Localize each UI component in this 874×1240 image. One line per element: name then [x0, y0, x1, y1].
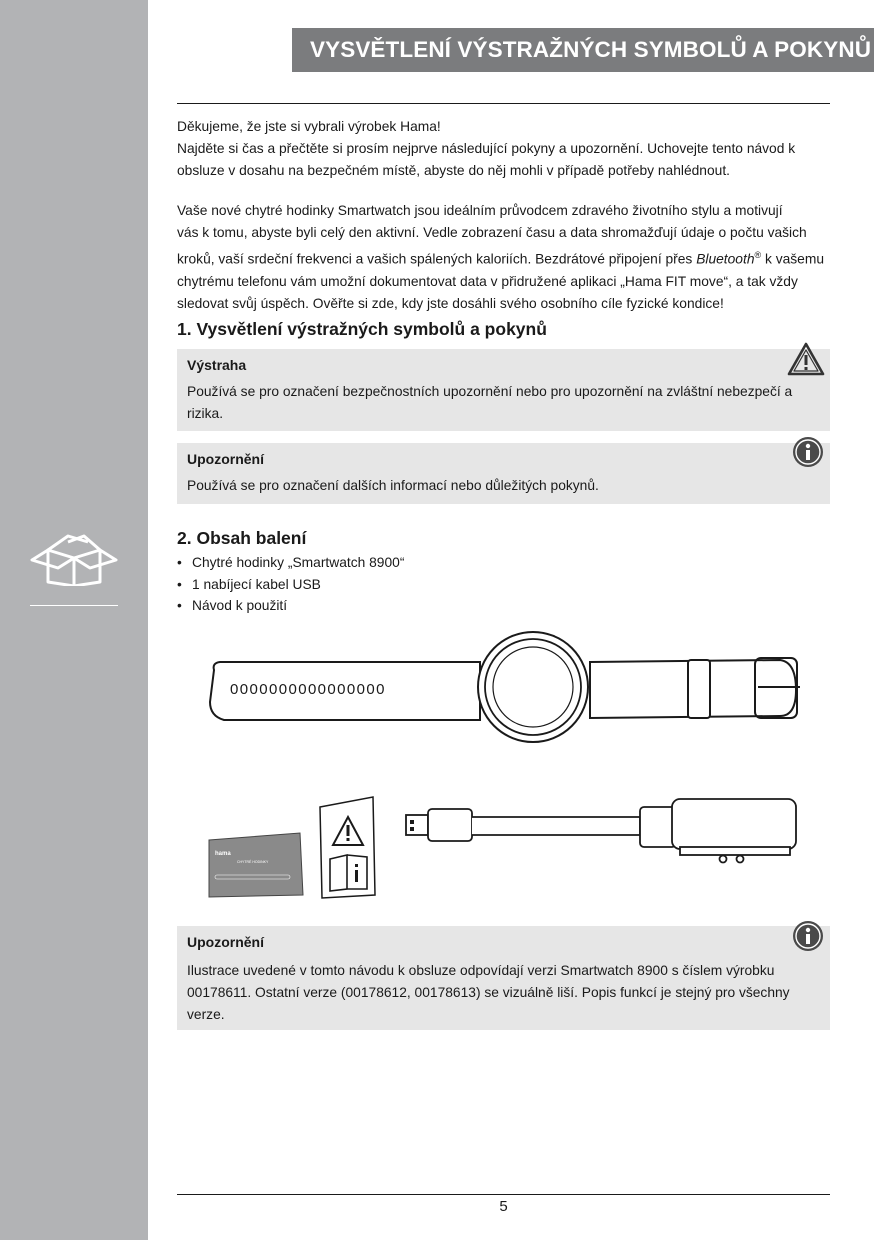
- smartwatch-illustration: [200, 630, 810, 745]
- bluetooth-term: Bluetooth: [696, 251, 755, 267]
- warning-line: Používá se pro označení bezpečnostních upozornění nebo pro upozornění na zvláštní nebezpečí a: [187, 384, 793, 399]
- note-box-2: [177, 926, 830, 1030]
- list-item: • Návod k použití: [177, 595, 404, 617]
- sidebar-rule: [30, 605, 118, 606]
- intro-line: obsluze v dosahu na bezpečném místě, abyste do něj mohli v případě potřeby nahlédnout.: [177, 163, 730, 178]
- note-line: Ilustrace uvedené v tomto návodu k obsluze odpovídají verzi Smartwatch 8900 s číslem výrobku: [187, 963, 775, 978]
- note-title: Upozornění: [187, 934, 264, 950]
- intro-line: vás k tomu, abyste byli celý den aktivní. Vedle zobrazení času a data shromažďují údaje o počtu vašich: [177, 225, 807, 240]
- intro-line: sledovat svůj úspěch. Ověřte si zde, kdy jste dosáhli svého osobního cíle fyzické kondice!: [177, 295, 724, 311]
- intro-line: Najděte si čas a přečtěte si prosím nejprve následující pokyny a upozornění. Uchovejte tento návod k: [177, 141, 796, 156]
- warning-triangle-icon: [786, 341, 826, 377]
- sidebar: [0, 0, 148, 1240]
- intro-line-bluetooth: [177, 244, 830, 271]
- intro-line: chytrému telefonu vám umožní dokumentovat data v přidružené aplikaci „Hama FIT move“, a tak vždy: [177, 273, 798, 289]
- page-number: 5: [499, 1198, 508, 1215]
- note-title: Upozornění: [187, 451, 264, 467]
- intro-line-tail: k vašemu: [761, 251, 825, 267]
- list-item: • 1 nabíjecí kabel USB: [177, 574, 404, 596]
- registered-mark: ®: [754, 250, 762, 260]
- footer-divider: [177, 1194, 830, 1195]
- list-item: • Chytré hodinky „Smartwatch 8900“: [177, 552, 404, 574]
- intro-line: Děkujeme, že jste si vybrali výrobek Hama!: [177, 119, 441, 134]
- warning-title: Výstraha: [187, 357, 247, 373]
- note-line: verze.: [187, 1007, 225, 1022]
- package-contents-list: [177, 552, 404, 617]
- intro-line: Vaše nové chytré hodinky Smartwatch jsou ideálním průvodcem zdravého životního stylu a motivují: [177, 203, 783, 218]
- strap-holes: 0000000000000000: [230, 681, 386, 698]
- intro-paragraph-1: [177, 116, 830, 182]
- note-box-1: [177, 443, 830, 504]
- note-line: 00178611. Ostatní verze (00178612, 00178613) se vizuálně liší. Popis funkcí je stejný pro všechny: [187, 985, 790, 1000]
- note-text: Používá se pro označení dalších informací nebo důležitých pokynů.: [187, 478, 599, 493]
- top-divider: [177, 103, 830, 104]
- intro-line: kroků, vaší srdeční frekvenci a vašich spálených kaloriích. Bezdrátové připojení přes: [177, 251, 693, 267]
- warning-box: [177, 349, 830, 431]
- manual-brand: hama: [215, 851, 231, 857]
- info-icon: [792, 436, 824, 468]
- section-1-heading: 1. Vysvětlení výstražných symbolů a pokynů: [177, 319, 547, 339]
- warning-line: rizika.: [187, 406, 224, 421]
- manual-illustration: [205, 795, 380, 900]
- warning-text: [187, 381, 820, 425]
- note-text: [187, 960, 820, 1026]
- page-banner-title: VYSVĚTLENÍ VÝSTRAŽNÝCH SYMBOLŮ A POKYNŮ: [292, 28, 874, 72]
- intro-paragraph-2: [177, 200, 830, 315]
- manual-title: CHYTRÉ HODINKY: [237, 860, 269, 864]
- usb-cable-illustration: [400, 795, 805, 870]
- package-box-icon: [28, 530, 120, 586]
- section-2-heading: 2. Obsah balení: [177, 528, 307, 548]
- info-icon: [792, 920, 824, 952]
